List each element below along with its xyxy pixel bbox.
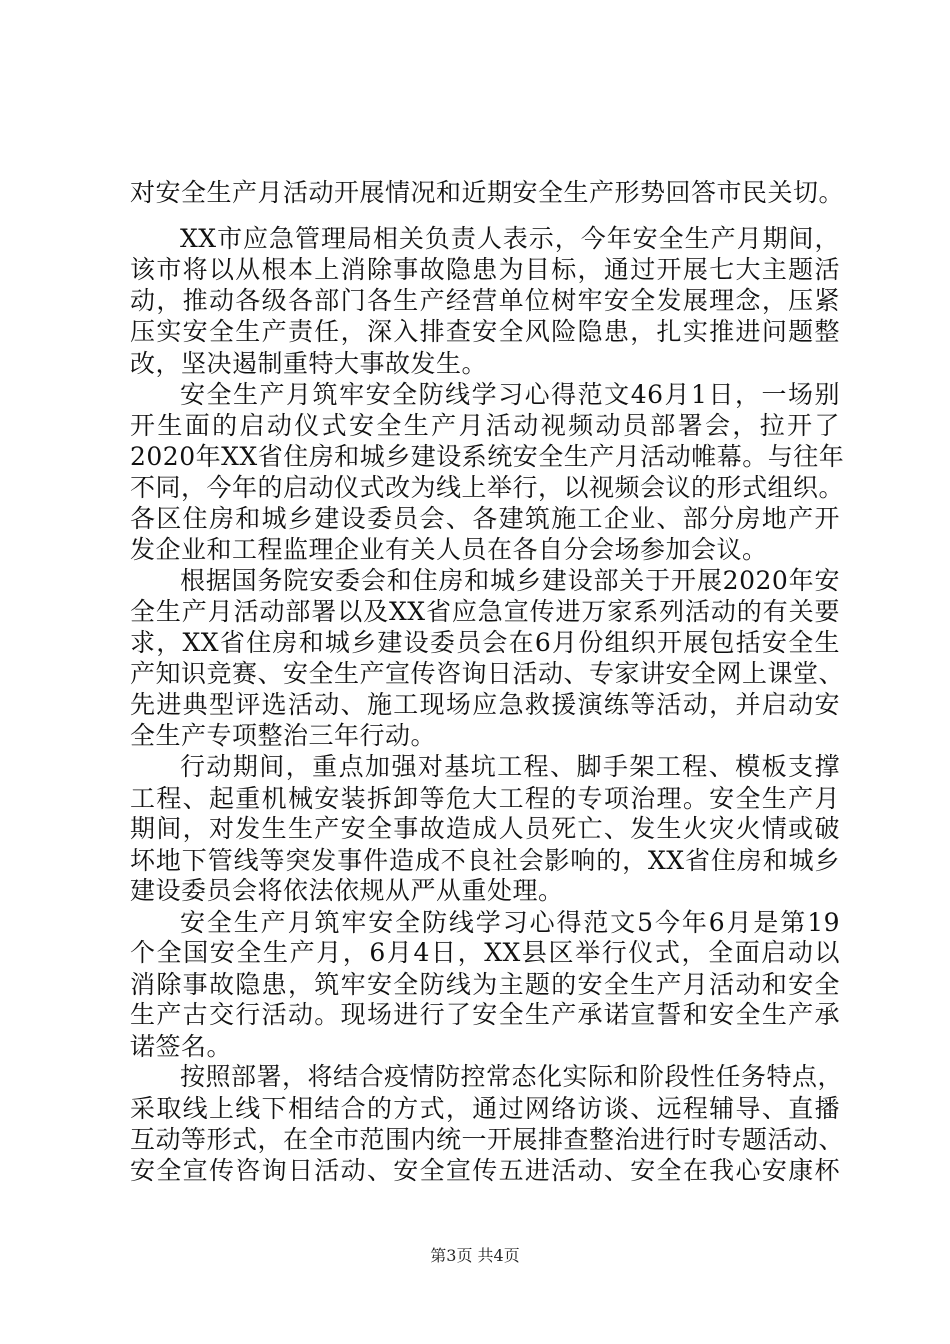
text-line: 行动期间，重点加强对基坑工程、脚手架工程、模板支撑 bbox=[180, 752, 840, 781]
text-line: 采取线上线下相结合的方式，通过网络访谈、远程辅导、直播 bbox=[130, 1094, 840, 1123]
text-line: 产知识竞赛、安全生产宣传咨询日活动、专家讲安全网上课堂、 bbox=[130, 659, 845, 688]
text-line: 动，推动各级各部门各生产经营单位树牢安全发展理念，压紧 bbox=[130, 286, 840, 315]
text-line: 诺签名。 bbox=[130, 1032, 233, 1061]
text-line: 生产古交行活动。现场进行了安全生产承诺宣誓和安全生产承 bbox=[130, 1000, 840, 1029]
text-line: 安全宣传咨询日活动、安全宣传五进活动、安全在我心安康杯 bbox=[130, 1156, 840, 1185]
text-line: 工程、起重机械安装拆卸等危大工程的专项治理。安全生产月 bbox=[130, 784, 840, 813]
text-line: 互动等形式，在全市范围内统一开展排查整治进行时专题活动、 bbox=[130, 1125, 845, 1154]
text-line: 全生产月活动部署以及XX省应急宣传进万家系列活动的有关要 bbox=[130, 597, 840, 626]
text-line: 安全生产月筑牢安全防线学习心得范文5今年6月是第19 bbox=[180, 908, 840, 937]
text-line: 根据国务院安委会和住房和城乡建设部关于开展2020年安 bbox=[180, 566, 840, 595]
text-line: 2020年XX省住房和城乡建设系统安全生产月活动帷幕。与往年 bbox=[130, 442, 845, 471]
text-line: 不同，今年的启动仪式改为线上举行，以视频会议的形式组织。 bbox=[130, 473, 845, 502]
text-line: 个全国安全生产月，6月4日，XX县区举行仪式，全面启动以 bbox=[130, 938, 840, 967]
text-line: 各区住房和城乡建设委员会、各建筑施工企业、部分房地产开 bbox=[130, 504, 840, 533]
page-footer: 第3页 共4页 bbox=[430, 1246, 520, 1265]
text-line: 安全生产月筑牢安全防线学习心得范文46月1日，一场别 bbox=[180, 380, 840, 409]
text-line: 对安全生产月活动开展情况和近期安全生产形势回答市民关切。 bbox=[130, 178, 845, 207]
text-line: 建设委员会将依法依规从严从重处理。 bbox=[130, 876, 564, 905]
text-line: 消除事故隐患，筑牢安全防线为主题的安全生产月活动和安全 bbox=[130, 970, 840, 999]
text-line: 改，坚决遏制重特大事故发生。 bbox=[130, 349, 488, 378]
text-line: 按照部署，将结合疫情防控常态化实际和阶段性任务特点， bbox=[180, 1062, 844, 1091]
text-line: 坏地下管线等突发事件造成不良社会影响的，XX省住房和城乡 bbox=[130, 846, 840, 875]
text-line: 期间，对发生生产安全事故造成人员死亡、发生火灾火情或破 bbox=[130, 814, 840, 843]
text-line: 先进典型评选活动、施工现场应急救援演练等活动，并启动安 bbox=[130, 690, 840, 719]
text-line: 全生产专项整治三年行动。 bbox=[130, 721, 437, 750]
text-line: XX市应急管理局相关负责人表示，今年安全生产月期间， bbox=[180, 224, 840, 253]
text-line: 开生面的启动仪式安全生产月活动视频动员部署会，拉开了 bbox=[130, 411, 840, 440]
text-line: 发企业和工程监理企业有关人员在各自分会场参加会议。 bbox=[130, 535, 768, 564]
text-line: 该市将以从根本上消除事故隐患为目标，通过开展七大主题活 bbox=[130, 255, 840, 284]
text-line: 求，XX省住房和城乡建设委员会在6月份组织开展包括安全生 bbox=[130, 628, 840, 657]
text-line: 压实安全生产责任，深入排查安全风险隐患，扎实推进问题整 bbox=[130, 317, 840, 346]
